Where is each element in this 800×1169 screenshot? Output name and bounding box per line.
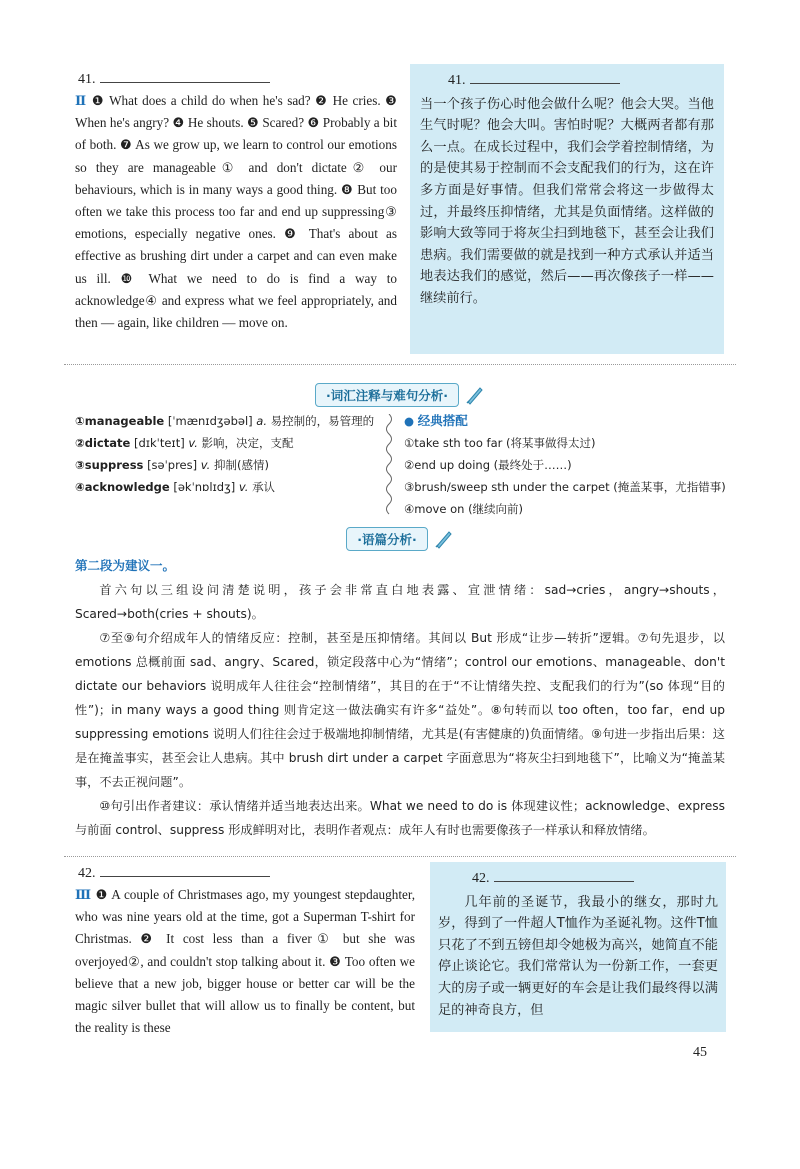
translation-text: 几年前的圣诞节，我最小的继女，那时九岁，得到了一件超人T恤作为圣诞礼物。这件T恤只花了不到五镑但却令她极为高兴，她简直不能停止谈论它。我们常常认为一份新工作，一套更大的房子或一辆更好的车会是让我们最终得以满足的神奇良方，但 xyxy=(438,894,718,1018)
collocation-item: ④move on (继续向前) xyxy=(404,502,524,516)
analysis-section xyxy=(75,554,725,842)
translation-number-line: 42. xyxy=(472,868,718,890)
passage-paragraph-41 xyxy=(75,90,397,334)
divider xyxy=(64,856,736,857)
answer-blank xyxy=(100,70,270,83)
answer-line-41 xyxy=(78,70,270,88)
paragraph-marker: Ⅱ xyxy=(75,93,88,108)
question-number: 42. xyxy=(78,866,96,881)
vocab-list xyxy=(75,410,375,498)
analysis-paragraph: 首六句以三组设问清楚说明，孩子会非常直白地表露、宣泄情绪：sad→cries，angry→shouts，Scared→both(cries + shouts)。 xyxy=(75,583,725,621)
pen-icon xyxy=(434,529,454,549)
answer-line-42 xyxy=(78,864,270,882)
collocation-title: ● 经典搭配 xyxy=(404,413,468,428)
collocation-item: ③brush/sweep sth under the carpet (掩盖某事，尤指错事) xyxy=(404,480,726,494)
translation-box-42 xyxy=(430,862,726,1032)
translation-number-line: 41. xyxy=(448,70,714,92)
translation-box-41 xyxy=(410,64,724,354)
analysis-banner-title: ·语篇分析· xyxy=(346,527,428,551)
analysis-heading: 第二段为建议一。 xyxy=(75,558,176,573)
vocab-banner-title: ·词汇注释与难句分析· xyxy=(315,383,459,407)
collocation-item: ②end up doing (最终处于……) xyxy=(404,458,572,472)
question-number: 41. xyxy=(78,72,96,87)
divider xyxy=(64,364,736,365)
analysis-paragraph: ⑦至⑨句介绍成年人的情绪反应：控制，甚至是压抑情绪。其间以 But 形成“让步—转折”逻辑。⑦句先退步，以 emotions 总概前面 sad、angry、Scared，锁定段落中心为“情绪”；control our emotions、manageable、don't dictate our behaviors 说明成年人往往会“控制情绪”，其目的在于“不让情绪失控、支配我们的行为”(so 体现“目的性”)；in many ways a good thing 则肯定这一做法确实有许多“益处”。⑧句转而以 too often，too far，end up suppressing emotions 说明人们往往会过于极端地抑制情绪，尤其是(有害健康的)负面情绪。⑨句进一步指出后果：这是在掩盖事实，甚至会让人患病。其中 brush dirt under a carpet 字面意思为“将灰尘扫到地毯下”，比喻义为“掩盖某事，不去正视问题”。 xyxy=(75,631,725,789)
passage-text: ❶ What does a child do when he's sad? ❷ He cries. ❸ When he's angry? ❹ He shouts. ❺ Scared? ❻ Probably a bit of both. ❼ As we grow up, we learn to control our emotions so they are manageable① and don't dictate② our behaviours, which is in many ways a good thing. ❽ But too often we take this process too far and end up suppressing③ emotions, especially negative ones. ❾ That's about as effective as brushing dirt under a carpet and can even make us ill. ❿ What we need to do is find a way to acknowledge④ and express what we feel appropriately, and then — again, like children — move on. xyxy=(75,93,397,331)
vocab-item: ②dictate [dɪkˈteɪt] v. 影响，决定，支配 xyxy=(75,436,294,450)
vocab-item: ③suppress [səˈpres] v. 抑制(感情) xyxy=(75,458,269,472)
page-number: 45 xyxy=(693,1045,707,1060)
wavy-divider xyxy=(383,414,395,518)
pen-icon xyxy=(465,385,485,405)
analysis-paragraph: ⑩句引出作者建议：承认情绪并适当地表达出来。What we need to do is 体现建议性；acknowledge、express 与前面 control、suppress 形成鲜明对比，表明作者观点：成年人有时也需要像孩子一样承认和释放情绪。 xyxy=(75,799,725,837)
vocab-item: ①manageable [ˈmænɪdʒəbəl] a. 易控制的，易管理的 xyxy=(75,414,375,428)
vocab-banner xyxy=(270,383,530,407)
vocab-item: ④acknowledge [əkˈnɒlɪdʒ] v. 承认 xyxy=(75,480,276,494)
passage-paragraph-42 xyxy=(75,884,415,1039)
analysis-banner xyxy=(300,527,500,551)
collocation-list xyxy=(404,410,734,520)
answer-blank xyxy=(100,864,270,877)
translation-text: 当一个孩子伤心时他会做什么呢？他会大哭。当他生气时呢？他会大叫。害怕时呢？大概两者都有那么一点。在成长过程中，我们会学着控制情绪，为的是使其易于控制而不会支配我们的行为，这在许多方面是好事情。但我们常常会将这一步做得太过，并最终压抑情绪，尤其是负面情绪。这样做的影响大致等同于将灰尘扫到地毯下，甚至会让我们患病。我们需要做的就是找到一种方式承认并适当地表达我们的感觉，然后——再次像孩子一样——继续前行。 xyxy=(420,96,714,306)
paragraph-marker: Ⅲ xyxy=(75,887,92,902)
passage-text: ❶ A couple of Christmases ago, my youngest stepdaughter, who was nine years old at the time, got a Superman T-shirt for Christmas. ❷ It cost less than a fiver① but she was overjoyed②, and couldn't stop talking about it. ❸ Too often we believe that a new job, bigger house or better car will be the magic silver bullet that will allow us to finally be content, but the reality is these xyxy=(75,887,416,1036)
collocation-item: ①take sth too far (将某事做得太过) xyxy=(404,436,596,450)
